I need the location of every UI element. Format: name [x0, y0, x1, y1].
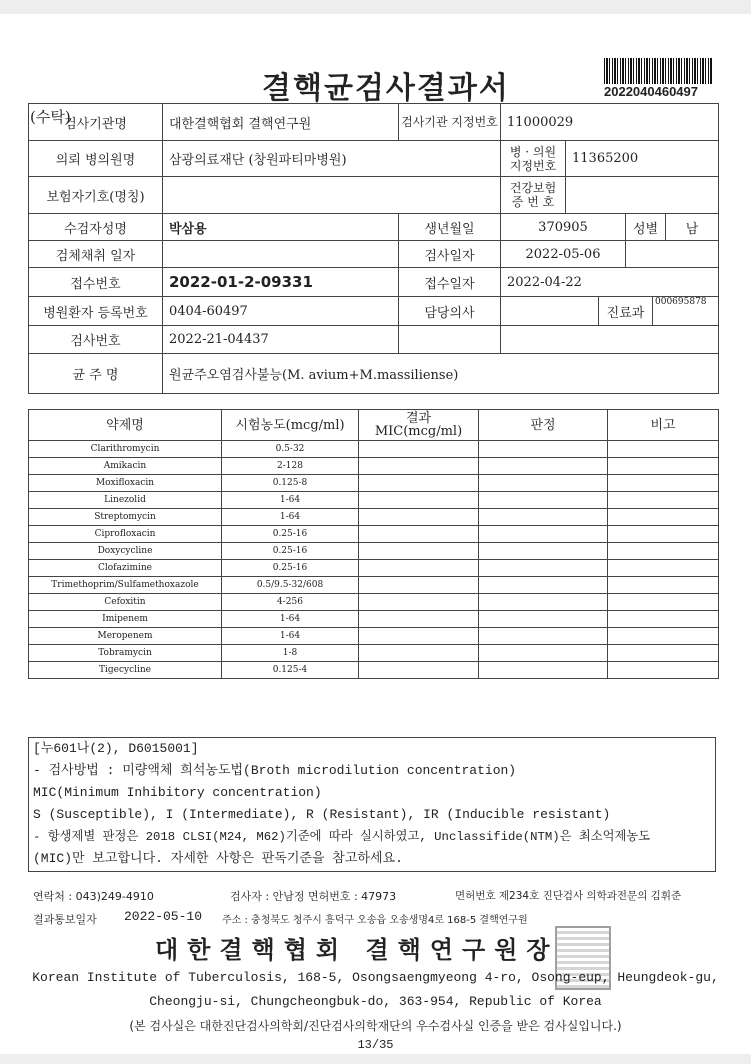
table-row [29, 475, 719, 492]
remarks [608, 509, 719, 526]
drug-name: Tigecycline [29, 662, 222, 679]
mic-result [359, 577, 479, 594]
drug-name: Clofazimine [29, 560, 222, 577]
header-remarks: 비고 [608, 410, 719, 441]
hospital: 삼광의료재단 (창원파티마병원) [163, 141, 501, 177]
reg-no: 0404-60497 [163, 297, 399, 326]
patient-name: 박삼용 [163, 214, 399, 241]
insurance-no [566, 177, 719, 214]
remarks [608, 628, 719, 645]
lab-code: 11000029 [501, 104, 719, 141]
contact: 연락처 : 043)249-4910 [33, 890, 154, 903]
tester: 검사자 : 안남정 면허번호 : 47973 [230, 890, 397, 903]
note-line: S (Susceptible), I (Intermediate), R (Resistant), IR (Inducible resistant) [33, 807, 611, 822]
test-concentration: 0.25-16 [222, 526, 359, 543]
collect-date [163, 241, 399, 268]
report-date-label: 결과통보일자 [33, 913, 97, 926]
label: 검사기관명 [29, 104, 163, 141]
english-address-line2: Cheongju-si, Chungcheongbuk-do, 363-954, Republic of Korea [149, 994, 602, 1009]
label: 검체채취 일자 [29, 241, 163, 268]
mic-result [359, 611, 479, 628]
note-line: [누601나(2), D6015001] [33, 741, 199, 756]
header-result: 결과 [405, 411, 432, 426]
label: 건강보험 증 번 호 [501, 177, 566, 214]
blank-cell [399, 326, 501, 354]
blank-cell [626, 241, 719, 268]
institute-name: 대한결핵협회 결핵연구원장 [155, 936, 559, 964]
judgement [479, 441, 608, 458]
table-row [29, 441, 719, 458]
judgement [479, 475, 608, 492]
label: 진료과 [599, 297, 653, 326]
drug-susceptibility-table [28, 409, 719, 679]
test-concentration: 2-128 [222, 458, 359, 475]
drug-name: Meropenem [29, 628, 222, 645]
mic-result [359, 441, 479, 458]
note-line: (MIC)만 보고합니다. 자세한 사항은 판독기준을 참고하세요. [33, 851, 403, 866]
test-concentration: 1-64 [222, 611, 359, 628]
remarks [608, 645, 719, 662]
judgement [479, 611, 608, 628]
drug-name: Streptomycin [29, 509, 222, 526]
drug-name: Imipenem [29, 611, 222, 628]
mic-result [359, 526, 479, 543]
judgement [479, 509, 608, 526]
mic-result [359, 645, 479, 662]
mic-result [359, 543, 479, 560]
receipt-date: 2022-04-22 [501, 268, 719, 297]
notes-box [28, 737, 716, 872]
doctor [501, 297, 599, 326]
drug-name: Trimethoprim/Sulfamethoxazole [29, 577, 222, 594]
barcode-number: 2022040460497 [604, 84, 698, 99]
mic-result [359, 594, 479, 611]
drug-name: Moxifloxacin [29, 475, 222, 492]
remarks [608, 611, 719, 628]
judgement [479, 577, 608, 594]
drug-name: Clarithromycin [29, 441, 222, 458]
header-mic [359, 410, 479, 441]
judgement [479, 560, 608, 577]
remarks [608, 441, 719, 458]
remarks [608, 492, 719, 509]
test-concentration: 1-64 [222, 492, 359, 509]
blank-cell [501, 326, 719, 354]
test-concentration: 1-8 [222, 645, 359, 662]
header-judgement: 판정 [479, 410, 608, 441]
test-concentration: 0.25-16 [222, 560, 359, 577]
mic-result [359, 560, 479, 577]
page-number: 13/35 [357, 1038, 394, 1052]
drug-name: Cefoxitin [29, 594, 222, 611]
label: 접수일자 [399, 268, 501, 297]
mic-result [359, 458, 479, 475]
header-mic-unit: MIC(mcg/ml) [374, 424, 463, 439]
address: 주소 : 충청북도 청주시 흥덕구 오송읍 오송생명4로 168-5 결핵연구원 [222, 915, 528, 926]
test-concentration: 0.125-4 [222, 662, 359, 679]
note-line: - 항생제별 판정은 2018 CLSI(M24, M62)기준에 따라 실시하였고, Unclassifide(NTM)은 최소억제농도 [33, 830, 651, 844]
table-row [29, 526, 719, 543]
lab-name: 대한결핵협회 결핵연구원 [163, 104, 399, 141]
specialist: 면허번호 제234호 진단검사 의학과전문의 김휘준 [455, 890, 682, 902]
header-concentration: 시험농도(mcg/ml) [222, 410, 359, 441]
label: 의뢰 병의원명 [29, 141, 163, 177]
table-row [29, 458, 719, 475]
test-concentration: 4-256 [222, 594, 359, 611]
table-row [29, 645, 719, 662]
label: 검사일자 [399, 241, 501, 268]
drug-name: Ciprofloxacin [29, 526, 222, 543]
dept-code: 000695878 [653, 297, 719, 326]
judgement [479, 458, 608, 475]
judgement [479, 628, 608, 645]
judgement [479, 645, 608, 662]
remarks [608, 543, 719, 560]
drug-name: Tobramycin [29, 645, 222, 662]
page-title: 결핵균검사결과서 [262, 71, 510, 106]
test-concentration: 0.125-8 [222, 475, 359, 492]
mic-result [359, 628, 479, 645]
insurer [163, 177, 501, 214]
label: 수검자성명 [29, 214, 163, 241]
note-line: MIC(Minimum Inhibitory concentration) [33, 785, 322, 800]
label: 담당의사 [399, 297, 501, 326]
birth-date: 370905 [501, 214, 626, 241]
label: 성별 [626, 214, 666, 241]
test-date: 2022-05-06 [501, 241, 626, 268]
test-concentration: 1-64 [222, 628, 359, 645]
remarks [608, 475, 719, 492]
label: 접수번호 [29, 268, 163, 297]
remarks [608, 577, 719, 594]
viewer-top-bar [0, 0, 751, 14]
species: 원균주오염검사불능(M. avium+M.massiliense) [163, 354, 719, 394]
label: 검사번호 [29, 326, 163, 354]
receipt-no: 2022-01-2-09331 [163, 268, 399, 297]
label: 병 · 의원 지정번호 [501, 141, 566, 177]
note-line: - 검사방법 : 미량액체 희석농도법(Broth microdilution concentration) [33, 763, 517, 778]
test-concentration: 1-64 [222, 509, 359, 526]
table-row [29, 577, 719, 594]
table-row [29, 594, 719, 611]
sex: 남 [666, 214, 719, 241]
certification-note: (본 검사실은 대한진단검사의학회/진단검사의학재단의 우수검사실 인증을 받은 검사실입니다.) [129, 1019, 622, 1033]
test-concentration: 0.5-32 [222, 441, 359, 458]
mic-result [359, 492, 479, 509]
label: 검사기관 지정번호 [399, 104, 501, 141]
table-row [29, 509, 719, 526]
judgement [479, 543, 608, 560]
label: 보험자기호(명칭) [29, 177, 163, 214]
label: 병원환자 등록번호 [29, 297, 163, 326]
drug-name: Doxycycline [29, 543, 222, 560]
test-no: 2022-21-04437 [163, 326, 399, 354]
test-concentration: 0.5/9.5-32/608 [222, 577, 359, 594]
table-row [29, 492, 719, 509]
hospital-code: 11365200 [566, 141, 719, 177]
remarks [608, 526, 719, 543]
table-row [29, 543, 719, 560]
mic-result [359, 662, 479, 679]
barcode-icon [604, 58, 712, 84]
test-concentration: 0.25-16 [222, 543, 359, 560]
remarks [608, 560, 719, 577]
judgement [479, 492, 608, 509]
mic-result [359, 475, 479, 492]
remarks [608, 458, 719, 475]
header-drug: 약제명 [29, 410, 222, 441]
table-row [29, 560, 719, 577]
table-row [29, 611, 719, 628]
judgement [479, 594, 608, 611]
copy-label: (수탁) [30, 108, 71, 126]
label: 균 주 명 [29, 354, 163, 394]
label: 생년월일 [399, 214, 501, 241]
report-date: 2022-05-10 [124, 909, 203, 924]
remarks [608, 594, 719, 611]
viewer-bottom-bar [0, 1054, 751, 1064]
drug-name: Linezolid [29, 492, 222, 509]
mic-result [359, 509, 479, 526]
judgement [479, 662, 608, 679]
table-row [29, 662, 719, 679]
remarks [608, 662, 719, 679]
drug-name: Amikacin [29, 458, 222, 475]
english-address-line1: Korean Institute of Tuberculosis, 168-5, Osongsaengmyeong 4-ro, Osong-eup, Heungdeok-gu, [32, 970, 719, 985]
patient-info-table [28, 103, 719, 394]
table-row [29, 628, 719, 645]
judgement [479, 526, 608, 543]
